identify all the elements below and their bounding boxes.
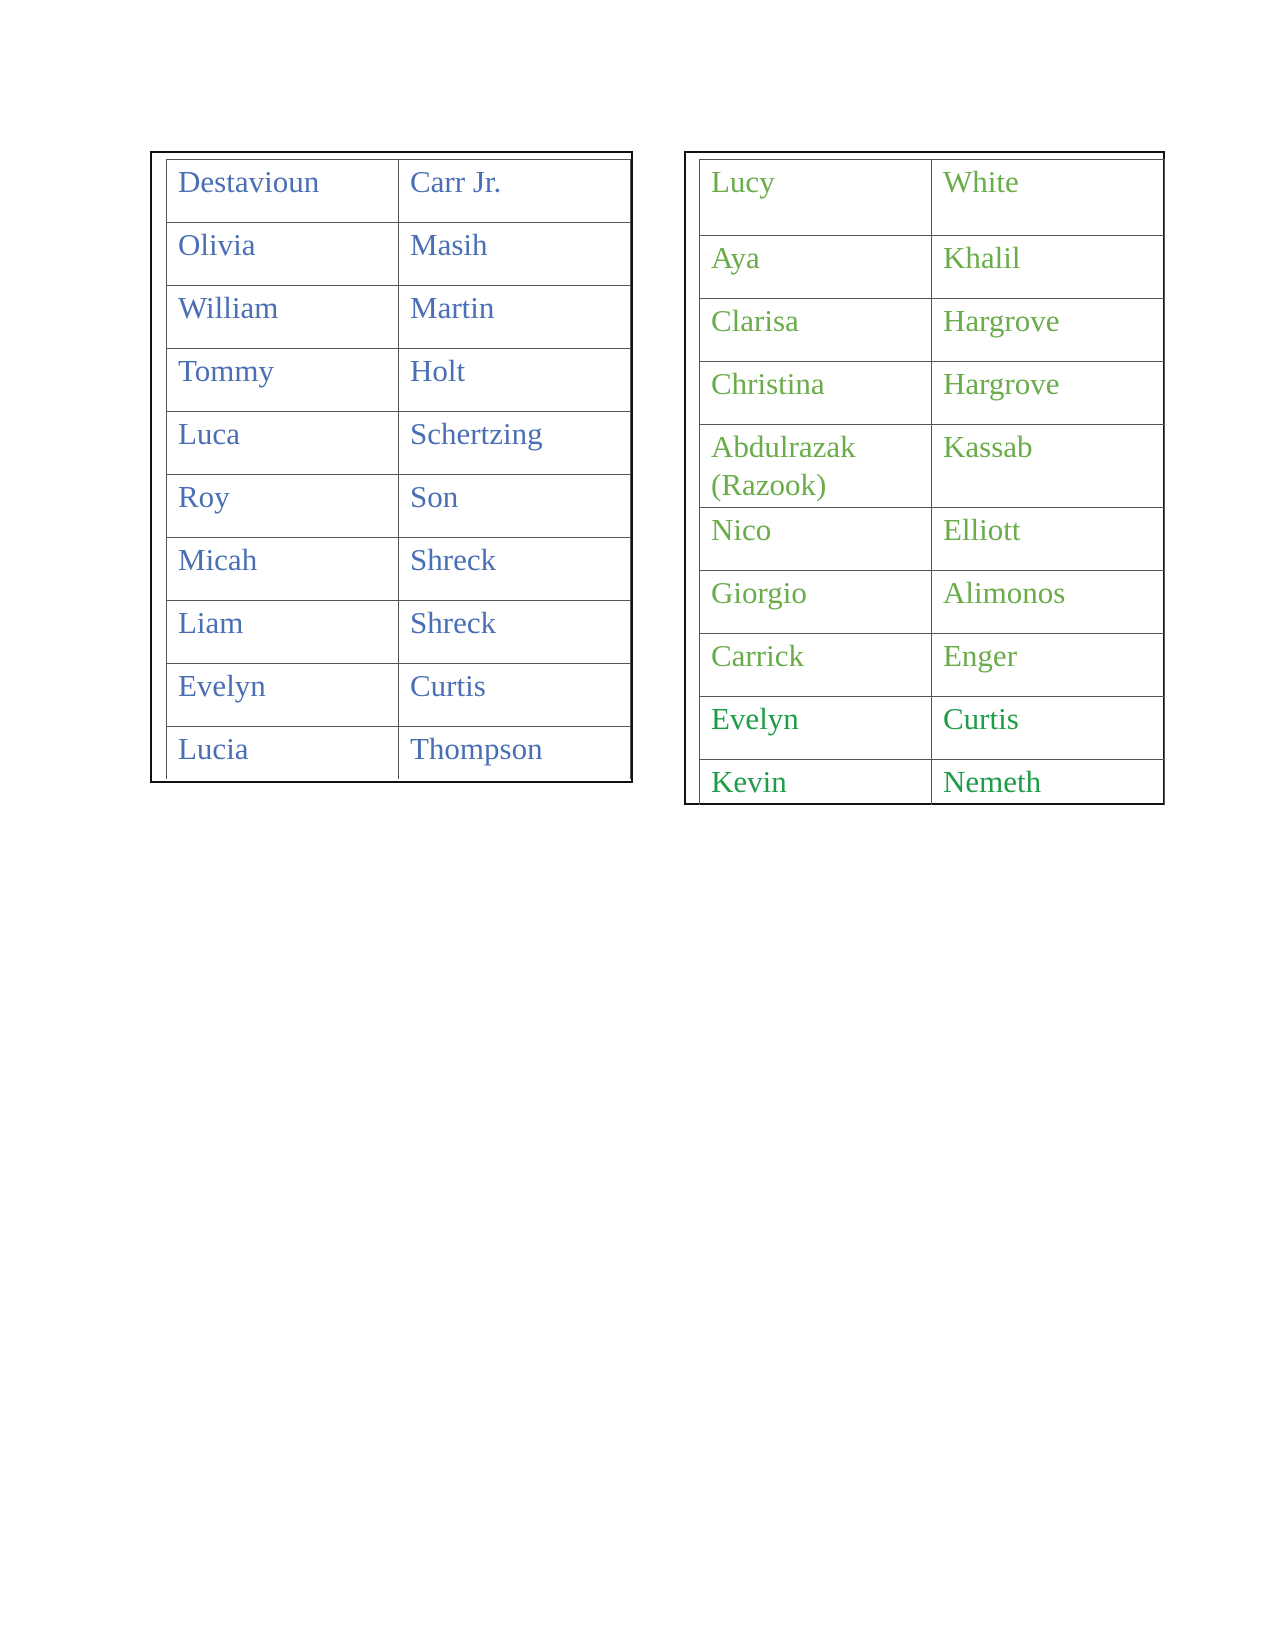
table-row xyxy=(700,425,1165,508)
first-name-cell: Aya xyxy=(700,236,932,299)
last-name-cell: Kassab xyxy=(932,425,1165,508)
last-name-cell: Elliott xyxy=(932,508,1165,571)
table-row xyxy=(700,362,1165,425)
table-row xyxy=(700,160,1165,236)
first-name-cell: Giorgio xyxy=(700,571,932,634)
left-name-table-frame xyxy=(150,151,633,783)
last-name-cell: Curtis xyxy=(399,664,631,727)
first-name-cell: Olivia xyxy=(167,223,399,286)
last-name-cell: Schertzing xyxy=(399,412,631,475)
last-name-cell: Thompson xyxy=(399,727,631,779)
first-name-cell: Christina xyxy=(700,362,932,425)
first-name-cell: Evelyn xyxy=(700,697,932,760)
last-name-cell: Nemeth xyxy=(932,760,1165,805)
table-row xyxy=(700,299,1165,362)
first-name-cell: Evelyn xyxy=(167,664,399,727)
first-name-cell: Abdulrazak (Razook) xyxy=(700,425,932,508)
last-name-cell: Hargrove xyxy=(932,362,1165,425)
last-name-cell: Shreck xyxy=(399,538,631,601)
first-name-cell: Kevin xyxy=(700,760,932,805)
last-name-cell: Son xyxy=(399,475,631,538)
first-name-cell: Nico xyxy=(700,508,932,571)
last-name-cell: Martin xyxy=(399,286,631,349)
last-name-cell: Masih xyxy=(399,223,631,286)
last-name-cell: Shreck xyxy=(399,601,631,664)
table-row xyxy=(167,664,631,727)
right-name-table-frame xyxy=(684,151,1165,805)
table-row xyxy=(167,475,631,538)
first-name-cell: Clarisa xyxy=(700,299,932,362)
table-row xyxy=(700,236,1165,299)
table-row xyxy=(167,412,631,475)
last-name-cell: Enger xyxy=(932,634,1165,697)
right-name-table xyxy=(699,159,1165,805)
first-name-cell: Tommy xyxy=(167,349,399,412)
table-row xyxy=(700,508,1165,571)
first-name-cell: Lucia xyxy=(167,727,399,779)
first-name-cell: Lucy xyxy=(700,160,932,236)
last-name-cell: Carr Jr. xyxy=(399,160,631,223)
first-name-cell: Micah xyxy=(167,538,399,601)
last-name-cell: White xyxy=(932,160,1165,236)
table-row xyxy=(167,286,631,349)
first-name-cell: Carrick xyxy=(700,634,932,697)
table-row xyxy=(167,727,631,779)
table-row xyxy=(167,160,631,223)
last-name-cell: Holt xyxy=(399,349,631,412)
last-name-cell: Curtis xyxy=(932,697,1165,760)
table-row xyxy=(700,697,1165,760)
left-name-table xyxy=(166,159,631,779)
last-name-cell: Alimonos xyxy=(932,571,1165,634)
last-name-cell: Hargrove xyxy=(932,299,1165,362)
table-row xyxy=(167,538,631,601)
first-name-cell: William xyxy=(167,286,399,349)
table-row xyxy=(167,601,631,664)
first-name-cell: Destavioun xyxy=(167,160,399,223)
first-name-cell: Roy xyxy=(167,475,399,538)
table-row xyxy=(700,634,1165,697)
table-row xyxy=(700,571,1165,634)
table-row xyxy=(167,349,631,412)
table-row xyxy=(700,760,1165,805)
last-name-cell: Khalil xyxy=(932,236,1165,299)
table-row xyxy=(167,223,631,286)
first-name-cell: Liam xyxy=(167,601,399,664)
first-name-cell: Luca xyxy=(167,412,399,475)
